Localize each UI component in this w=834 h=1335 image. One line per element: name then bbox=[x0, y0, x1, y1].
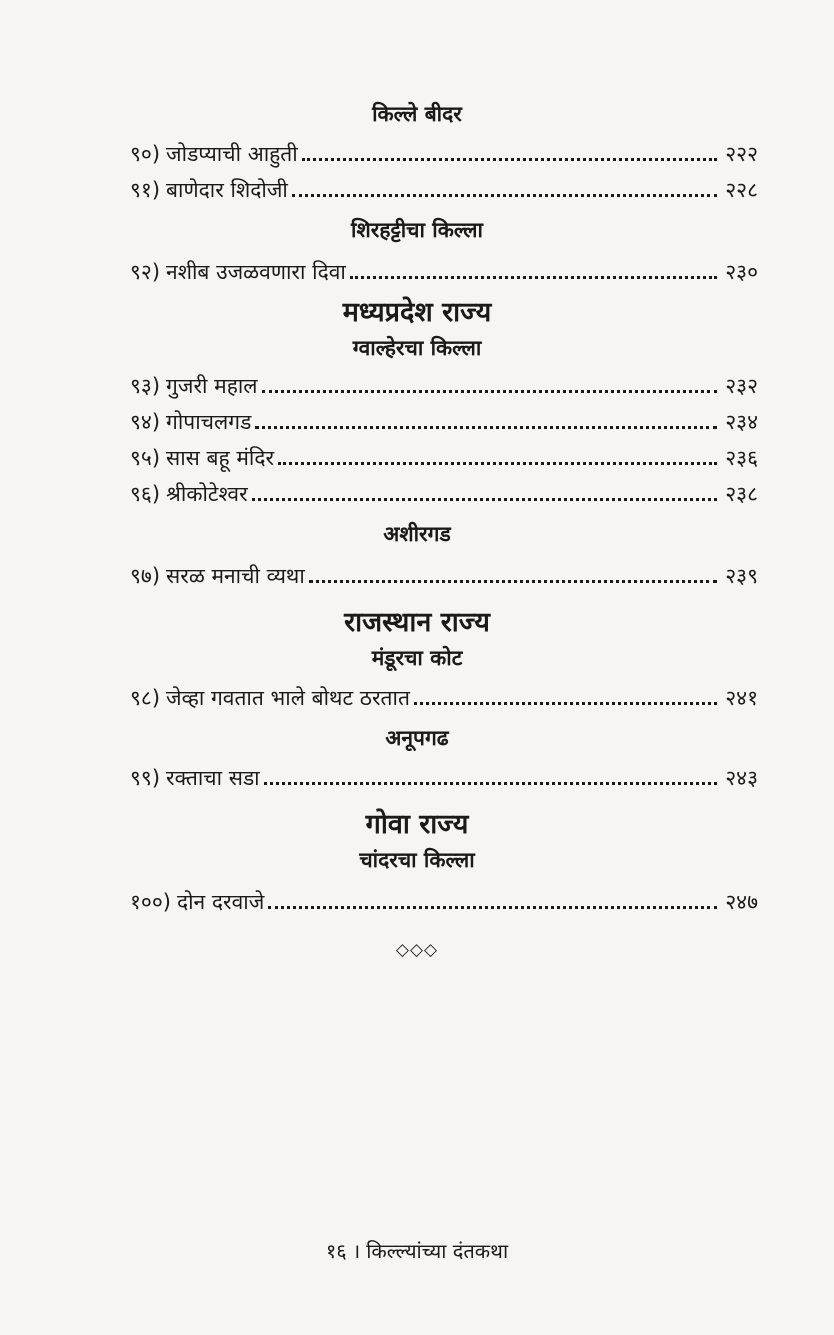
entry-number: ९५) bbox=[130, 446, 161, 470]
entry-page: २४७ bbox=[725, 890, 758, 914]
section-heading-chandar: चांदरचा किल्ला bbox=[359, 848, 475, 872]
entry-page: २३९ bbox=[725, 564, 758, 588]
entry-number: १००) bbox=[130, 890, 171, 914]
entry-title: जोडप्याची आहुती bbox=[166, 142, 298, 166]
entry-page: २३४ bbox=[725, 410, 758, 434]
dot-leader bbox=[262, 390, 718, 393]
state-heading-madhya-pradesh: मध्यप्रदेश राज्य bbox=[342, 297, 492, 328]
entry-title: सास बहू मंदिर bbox=[166, 446, 275, 470]
entry-title: रक्ताचा सडा bbox=[166, 766, 260, 790]
entry-page: २२२ bbox=[725, 142, 758, 166]
entry-page: २२८ bbox=[725, 178, 758, 202]
page-footer bbox=[0, 1237, 834, 1264]
toc-entry bbox=[130, 762, 758, 792]
section-heading-mandur: मंडूरचा कोट bbox=[371, 646, 463, 670]
entry-number: ९६) bbox=[130, 482, 161, 506]
entry-title: बाणेदार शिदोजी bbox=[166, 178, 288, 202]
section-heading-bidar: किल्ले बीदर bbox=[372, 102, 462, 126]
dot-leader bbox=[292, 194, 717, 197]
entry-page: २४१ bbox=[725, 686, 758, 710]
dot-leader bbox=[255, 426, 717, 429]
toc-entry bbox=[130, 560, 758, 590]
dot-leader bbox=[264, 782, 718, 785]
toc-entry bbox=[130, 174, 758, 204]
entry-number: ९९) bbox=[130, 766, 161, 790]
state-heading-rajasthan: राजस्थान राज्य bbox=[344, 607, 490, 638]
entry-number: ९२) bbox=[130, 260, 161, 284]
entry-number: ९३) bbox=[130, 374, 161, 398]
dot-leader bbox=[278, 462, 717, 465]
entry-number: ९१) bbox=[130, 178, 161, 202]
toc-entry bbox=[130, 370, 758, 400]
section-heading-asirgarh: अशीरगड bbox=[383, 522, 451, 546]
dot-leader bbox=[302, 158, 718, 161]
entry-page: २३६ bbox=[725, 446, 758, 470]
entry-number: ९४) bbox=[130, 410, 161, 434]
ornament-divider: ◇◇◇ bbox=[395, 940, 439, 960]
entry-title: श्रीकोटेश्वर bbox=[166, 482, 248, 506]
dot-leader bbox=[252, 498, 718, 501]
entry-number: ९७) bbox=[130, 564, 161, 588]
footer-book-title: किल्ल्यांच्या दंतकथा bbox=[366, 1239, 509, 1263]
entry-title: गोपाचलगड bbox=[166, 410, 252, 434]
toc-entry bbox=[130, 886, 758, 916]
entry-page: २३८ bbox=[725, 482, 758, 506]
section-heading-shirhatti: शिरहट्टीचा किल्ला bbox=[351, 218, 483, 242]
section-heading-gwalior: ग्वाल्हेरचा किल्ला bbox=[352, 336, 482, 360]
dot-leader bbox=[350, 276, 717, 279]
footer-page-number: १६ bbox=[325, 1239, 347, 1263]
entry-number: ९०) bbox=[130, 142, 161, 166]
toc-entry bbox=[130, 406, 758, 436]
footer-separator: । bbox=[352, 1239, 361, 1263]
entry-title: सरळ मनाची व्यथा bbox=[166, 564, 305, 588]
dot-leader bbox=[414, 702, 717, 705]
dot-leader bbox=[309, 580, 717, 583]
entry-page: २३२ bbox=[725, 374, 758, 398]
entry-title: जेव्हा गवतात भाले बोथट ठरतात bbox=[166, 686, 410, 710]
entry-page: २३० bbox=[725, 260, 758, 284]
entry-title: नशीब उजळवणारा दिवा bbox=[166, 260, 346, 284]
toc-entry bbox=[130, 682, 758, 712]
toc-entry bbox=[130, 256, 758, 286]
entry-number: ९८) bbox=[130, 686, 161, 710]
dot-leader bbox=[268, 906, 717, 909]
toc-entry bbox=[130, 478, 758, 508]
toc-entry bbox=[130, 442, 758, 472]
toc-entry bbox=[130, 138, 758, 168]
section-heading-anupgarh: अनूपगढ bbox=[385, 726, 449, 750]
entry-page: २४३ bbox=[725, 766, 758, 790]
entry-title: गुजरी महाल bbox=[166, 374, 258, 398]
entry-title: दोन दरवाजे bbox=[176, 890, 265, 914]
state-heading-goa: गोवा राज्य bbox=[365, 809, 469, 840]
